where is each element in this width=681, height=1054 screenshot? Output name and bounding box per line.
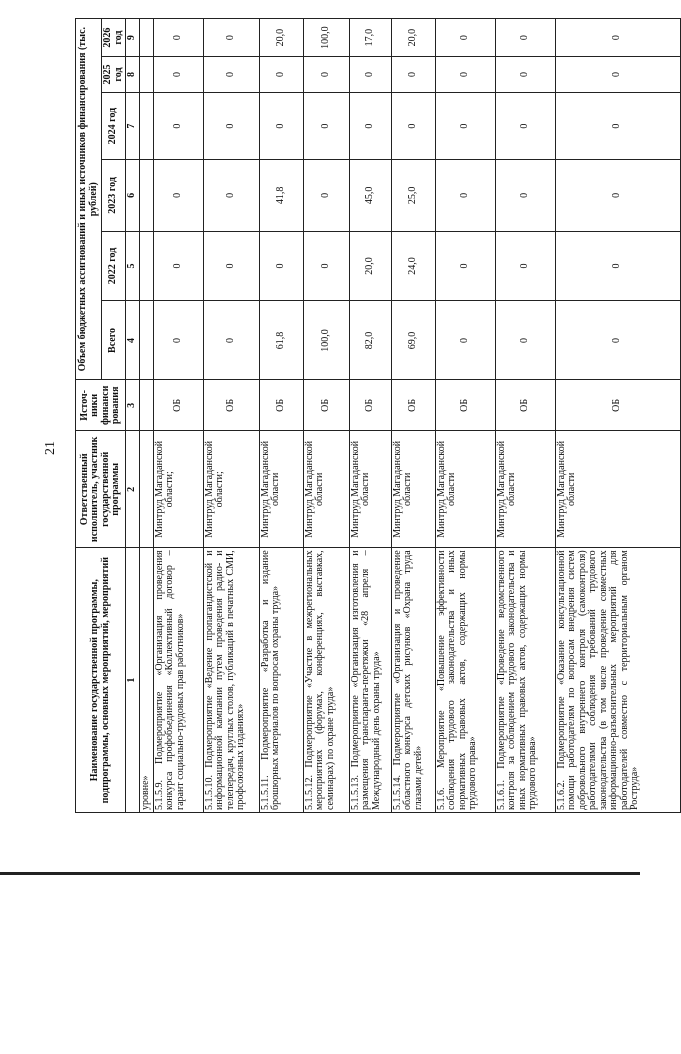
row-name: 5.1.5.9. Подмероприятие «Организация проведения конкурса профобъединения «Коллективный договор – гарант социально-трудовых прав работников»: [153, 548, 203, 813]
row-value-y2026: 100,0: [303, 19, 349, 57]
row-value-y2025: [139, 57, 153, 93]
row-value-y2026: 0: [495, 19, 555, 57]
row-source: ОБ: [391, 380, 435, 431]
row-executor: Минтруд Магаданской области: [391, 431, 435, 548]
row-value-y2026: 20,0: [259, 19, 303, 57]
budget-table: [75, 18, 681, 813]
row-source: ОБ: [555, 380, 680, 431]
row-name: 5.1.5.11. Подмероприятие «Разработка и издание брошюрных материалов по вопросам охраны труда»: [259, 548, 303, 813]
row-value-y2023: [139, 160, 153, 231]
row-source: ОБ: [349, 380, 391, 431]
row-value-y2022: 0: [153, 231, 203, 301]
row-value-y2024: [139, 92, 153, 159]
table-row: [303, 19, 349, 813]
table-row: [349, 19, 391, 813]
table-row: [555, 19, 680, 813]
row-value-y2024: 0: [349, 92, 391, 159]
row-source: ОБ: [495, 380, 555, 431]
row-value-y2023: 0: [435, 160, 495, 231]
row-value-y2022: [139, 231, 153, 301]
column-number: 3: [126, 380, 140, 431]
row-name: 5.1.5.14. Подмероприятие «Организация и проведение областного конкурса детских рисунков «Охрана труда глазами детей»: [391, 548, 435, 813]
row-name: 5.1.6.2. Подмероприятие «Оказание консультационной помощи работодателям по вопросам внедрения систем добровольного внутреннего контроля (самоконтроля) работодателями соблюдения требований трудового законодательства (в том числе проведение совместных информационно-разъяснительных мероприятий для работодателей совместно с территориальным органом Роструда»: [555, 548, 680, 813]
column-number: 1: [126, 548, 140, 813]
row-value-y2026: 17,0: [349, 19, 391, 57]
row-source: ОБ: [259, 380, 303, 431]
row-value-y2023: 0: [555, 160, 680, 231]
table-row: [435, 19, 495, 813]
header-total: Всего: [102, 301, 126, 380]
column-number: 8: [126, 57, 140, 93]
row-executor: Минтруд Магаданской области: [435, 431, 495, 548]
row-executor: Минтруд Магаданской области: [555, 431, 680, 548]
column-number: 2: [126, 431, 140, 548]
row-value-y2026: 0: [153, 19, 203, 57]
row-value-y2025: 0: [259, 57, 303, 93]
table-row: [139, 19, 153, 813]
row-value-y2026: 20,0: [391, 19, 435, 57]
row-source: [139, 380, 153, 431]
header-sources: Источ-ники финанси рования: [76, 380, 126, 431]
row-source: ОБ: [435, 380, 495, 431]
row-name: уровне»: [139, 548, 153, 813]
row-value-y2025: 0: [349, 57, 391, 93]
row-value-y2025: 0: [555, 57, 680, 93]
row-value-y2026: 0: [435, 19, 495, 57]
header-volume: Объем бюджетных ассигнований и иных источников финансирования (тыс. рублей): [76, 19, 102, 380]
row-name: 5.1.5.12. Подмероприятие «Участие в межрегиональных мероприятиях (форумах, конференциях, выставках, семинарах) по охране труда»: [303, 548, 349, 813]
row-value-total: 100,0: [303, 301, 349, 380]
row-value-y2023: 0: [495, 160, 555, 231]
row-value-y2024: 0: [435, 92, 495, 159]
header-2022: 2022 год: [102, 231, 126, 301]
row-value-y2025: 0: [153, 57, 203, 93]
row-value-y2025: 0: [435, 57, 495, 93]
row-value-y2022: 0: [303, 231, 349, 301]
horizontal-rule: [0, 872, 640, 875]
row-value-y2022: 20,0: [349, 231, 391, 301]
row-value-total: 82,0: [349, 301, 391, 380]
column-number: 9: [126, 19, 140, 57]
row-name: 5.1.5.13. Подмероприятие «Организация изготовления и размещения транспаранта-перетяжки «28 апреля – Международный день охраны труда»: [349, 548, 391, 813]
row-value-y2024: 0: [495, 92, 555, 159]
row-value-total: 0: [555, 301, 680, 380]
row-source: ОБ: [303, 380, 349, 431]
row-value-y2022: 24,0: [391, 231, 435, 301]
page-number: 21: [43, 441, 58, 455]
row-value-total: 0: [203, 301, 259, 380]
column-number: 6: [126, 160, 140, 231]
table-row: [203, 19, 259, 813]
row-value-total: [139, 301, 153, 380]
table-row: [391, 19, 435, 813]
row-value-y2024: 0: [203, 92, 259, 159]
column-number: 4: [126, 301, 140, 380]
table-row: [153, 19, 203, 813]
table-row: [495, 19, 555, 813]
row-value-y2026: 0: [203, 19, 259, 57]
row-value-y2024: 0: [303, 92, 349, 159]
column-number: 5: [126, 231, 140, 301]
rotated-table-container: [75, 18, 640, 813]
header-name: Наименование государственной программы, подпрограммы, основных мероприятий, мероприятий: [76, 548, 126, 813]
row-name: 5.1.6.1. Подмероприятие «Проведение ведомственного контроля за соблюдением трудового законодательства и иных нормативных правовых актов, содержащих нормы трудового права»: [495, 548, 555, 813]
row-value-y2026: 0: [555, 19, 680, 57]
row-value-y2022: 0: [435, 231, 495, 301]
row-value-y2023: 0: [303, 160, 349, 231]
row-value-y2022: 0: [203, 231, 259, 301]
header-2026: 2026 год: [102, 19, 126, 57]
row-executor: Минтруд Магаданской области: [349, 431, 391, 548]
row-value-y2025: 0: [303, 57, 349, 93]
row-executor: [139, 431, 153, 548]
row-value-y2025: 0: [391, 57, 435, 93]
row-value-y2023: 0: [153, 160, 203, 231]
header-2024: 2024 год: [102, 92, 126, 159]
row-value-total: 0: [435, 301, 495, 380]
row-value-y2024: 0: [153, 92, 203, 159]
row-value-y2024: 0: [391, 92, 435, 159]
row-value-y2025: 0: [495, 57, 555, 93]
header-2023: 2023 год: [102, 160, 126, 231]
row-value-y2025: 0: [203, 57, 259, 93]
table-row: [259, 19, 303, 813]
row-name: 5.1.5.10. Подмероприятие «Ведение пропагандистской и информационной кампании путем проведения радио- и телепередач, круглых столов, публикаций в печатных СМИ, профсоюзных изданиях»: [203, 548, 259, 813]
row-executor: Минтруд Магаданской области: [495, 431, 555, 548]
row-value-y2023: 25,0: [391, 160, 435, 231]
row-value-total: 0: [153, 301, 203, 380]
row-source: ОБ: [203, 380, 259, 431]
row-value-y2024: 0: [259, 92, 303, 159]
row-value-y2024: 0: [555, 92, 680, 159]
row-value-y2023: 41,8: [259, 160, 303, 231]
row-executor: Минтруд Магаданской области: [259, 431, 303, 548]
row-source: ОБ: [153, 380, 203, 431]
row-value-y2023: 45,0: [349, 160, 391, 231]
column-number: 7: [126, 92, 140, 159]
row-value-total: 61,8: [259, 301, 303, 380]
row-executor: Минтруд Магаданской области;: [203, 431, 259, 548]
row-value-total: 0: [495, 301, 555, 380]
row-executor: Минтруд Магаданской области: [303, 431, 349, 548]
row-value-total: 69,0: [391, 301, 435, 380]
row-value-y2023: 0: [203, 160, 259, 231]
header-2025: 2025 год: [102, 57, 126, 93]
row-value-y2022: 0: [495, 231, 555, 301]
row-value-y2026: [139, 19, 153, 57]
row-value-y2022: 0: [555, 231, 680, 301]
header-executor: Ответственный исполнитель, участник государственной программы: [76, 431, 126, 548]
row-value-y2022: 0: [259, 231, 303, 301]
row-name: 5.1.6. Мероприятие «Повышение эффективности соблюдения трудового законодательства и иных нормативных правовых актов, содержащих нормы трудового права»: [435, 548, 495, 813]
row-executor: Минтруд Магаданской области;: [153, 431, 203, 548]
